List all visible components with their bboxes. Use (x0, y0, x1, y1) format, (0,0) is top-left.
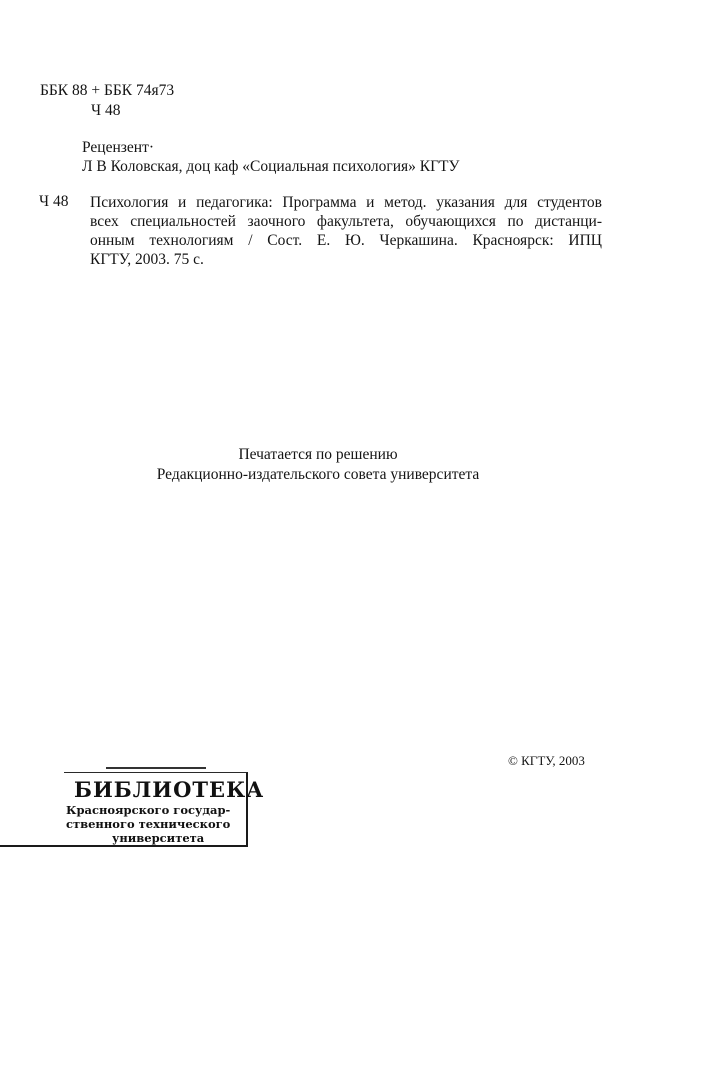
entry-author-code: Ч 48 (39, 193, 69, 210)
author-code: Ч 48 (91, 102, 121, 119)
publication-decision-line-2: Редакционно-издательского совета университета (156, 466, 480, 483)
stamp-rule (0, 845, 68, 847)
entry-line: КГТУ, 2003. 75 с. (90, 251, 204, 268)
reviewer-label: Рецензент· (82, 139, 154, 156)
stamp-rule (106, 767, 206, 769)
entry-line: Психология и педагогика: Программа и метод. указания для студентов (90, 194, 602, 211)
stamp-line: ственного технического (66, 817, 231, 831)
publication-decision-line-1: Печатается по решению (238, 446, 398, 463)
entry-line: всех специальностей заочного факультета, обучающихся по дистанци- (90, 213, 602, 230)
stamp-title: БИБЛИОТЕКА (74, 777, 265, 802)
reviewer-name: Л В Коловская, доц каф «Социальная психология» КГТУ (82, 158, 460, 175)
entry-line: онным технологиям / Сост. Е. Ю. Черкашина. Красноярск: ИПЦ (90, 232, 602, 249)
stamp-line: Красноярского государ- (66, 803, 231, 817)
bibliographic-entry (90, 193, 602, 269)
copyright-notice: © КГТУ, 2003 (508, 753, 585, 768)
bbk-classification: ББК 88 + ББК 74я73 (40, 82, 175, 99)
library-stamp (64, 772, 265, 847)
stamp-line: университета (112, 831, 205, 845)
